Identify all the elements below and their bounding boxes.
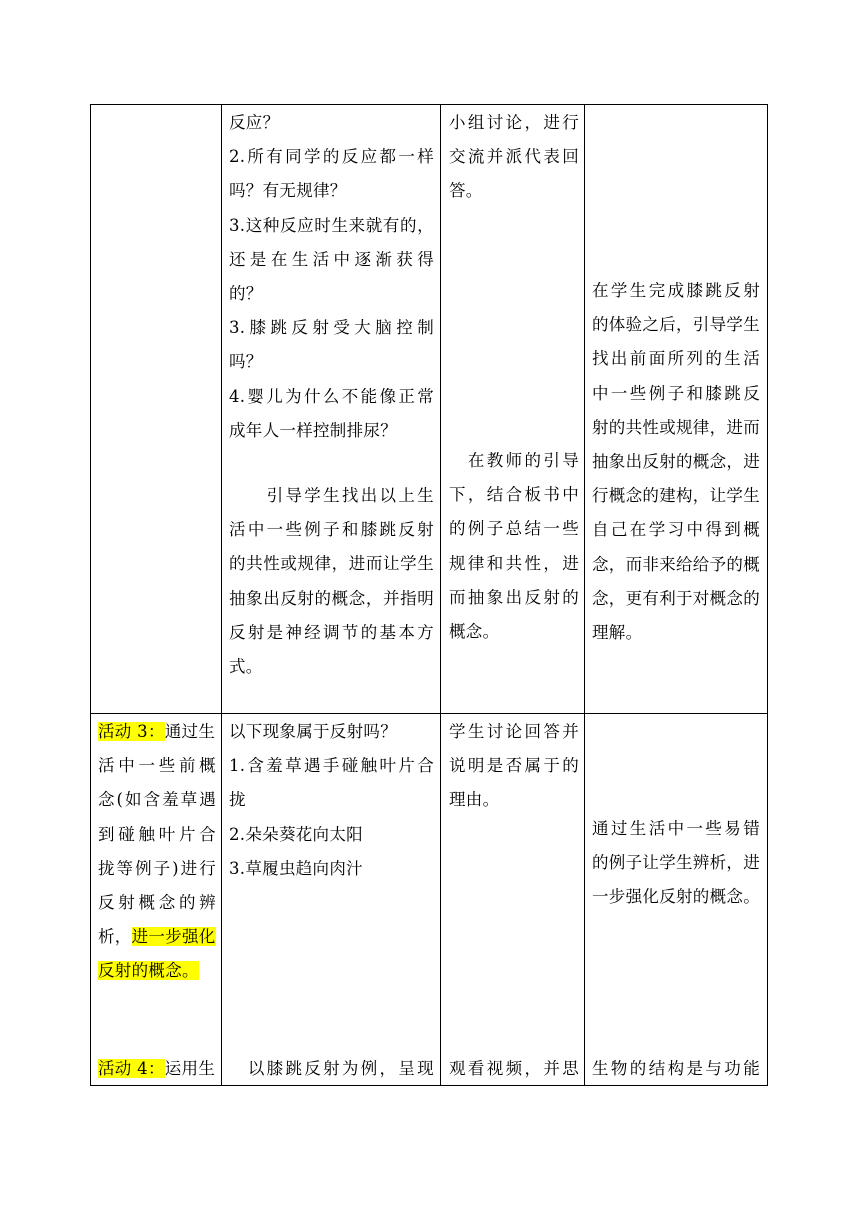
text-line: 引导学生找出以上生 bbox=[229, 486, 434, 505]
text-line: 3.膝跳反射受大脑控制 bbox=[229, 318, 434, 338]
row3-student-cell bbox=[449, 1052, 579, 1086]
column-divider-2 bbox=[440, 104, 441, 1086]
table-border-top bbox=[90, 104, 768, 105]
text-line: 的共性或规律，进而让学生 bbox=[229, 554, 434, 574]
text-line: 2.所有同学的反应都一样 bbox=[229, 147, 434, 167]
text-line: 吗？ bbox=[229, 352, 263, 372]
text-line: 反射是神经调节的基本方 bbox=[229, 622, 434, 642]
row1-intent-cell bbox=[592, 274, 760, 650]
lesson-plan-table bbox=[90, 104, 768, 1086]
row1-student-summary bbox=[449, 444, 579, 649]
text-line: 生物的结构是与功能 bbox=[592, 1059, 760, 1078]
text-line: 概念。 bbox=[449, 621, 500, 641]
text-fragment: 运用生 bbox=[164, 1059, 216, 1078]
text-line: 在教师的引导 bbox=[449, 451, 579, 470]
activity-4-cell bbox=[98, 1052, 216, 1086]
text-line: 拢等例子)进行 bbox=[98, 858, 216, 878]
text-line: 抽象出反射的概念，并指明 bbox=[229, 588, 434, 608]
text-line: 学生讨论回答并 bbox=[449, 722, 579, 741]
row2-intent-cell bbox=[592, 812, 760, 915]
text-line bbox=[98, 920, 216, 954]
activity-3-label: 活动 3： bbox=[98, 722, 165, 741]
column-divider-3 bbox=[584, 104, 585, 1086]
row3-intent-cell bbox=[592, 1052, 760, 1086]
text-line: 以下现象属于反射吗？ bbox=[229, 722, 397, 741]
highlighted-text: 进一步强化 bbox=[131, 927, 216, 947]
text-line: 小组讨论，进行 bbox=[449, 113, 579, 132]
text-line: 规律和共性，进 bbox=[449, 553, 579, 573]
row3-teacher-cell bbox=[229, 1052, 434, 1086]
text-line: 中一些例子和膝跳反 bbox=[592, 383, 760, 403]
text-line bbox=[98, 1052, 216, 1086]
text-line: 反射概念的辨 bbox=[98, 892, 216, 912]
text-line: 到碰触叶片合 bbox=[98, 824, 216, 844]
row1-teacher-guidance bbox=[229, 479, 434, 684]
text-line: 还是在生活中逐渐获得 bbox=[229, 249, 434, 269]
text-line: 活中一些例子和膝跳反射 bbox=[229, 520, 434, 540]
text-line: 3.草履虫趋向肉汁 bbox=[229, 858, 363, 878]
text-line: 行概念的建构，让学生 bbox=[592, 486, 760, 506]
text-line: 射的共性或规律，进而 bbox=[592, 417, 760, 437]
text-line: 的例子让学生辨析，进 bbox=[592, 853, 760, 873]
row1-teacher-cell bbox=[229, 106, 434, 448]
text-line: 抽象出反射的概念，进 bbox=[592, 451, 760, 471]
text-line: 3.这种反应时生来就有的， bbox=[229, 215, 434, 235]
text-line: 活中一些前概 bbox=[98, 756, 216, 776]
text-line: 成年人一样控制排尿？ bbox=[229, 420, 397, 440]
row2-student-cell bbox=[449, 715, 579, 818]
text-line: 而抽象出反射的 bbox=[449, 587, 579, 607]
text-line: 交流并派代表回 bbox=[449, 147, 579, 167]
text-line: 理解。 bbox=[592, 622, 643, 642]
text-line: 1.含羞草遇手碰触叶片合 bbox=[229, 756, 434, 776]
text-line: 的例子总结一些 bbox=[449, 519, 579, 539]
text-line: 的体验之后，引导学生 bbox=[592, 315, 760, 335]
text-line: 念，更有利于对概念的 bbox=[592, 588, 760, 608]
row1-student-cell bbox=[449, 106, 579, 209]
text-line bbox=[98, 954, 216, 988]
table-border-right bbox=[767, 104, 768, 1086]
text-line: 2.朵朵葵花向太阳 bbox=[229, 824, 363, 844]
activity-3-cell bbox=[98, 715, 216, 989]
text-line: 找出前面所列的生活 bbox=[592, 349, 760, 369]
text-line: 说明是否属于的 bbox=[449, 756, 579, 776]
text-line: 下，结合板书中 bbox=[449, 485, 579, 505]
text-line: 通过生活中一些易错 bbox=[592, 819, 760, 838]
row2-teacher-cell bbox=[229, 715, 434, 886]
text-line: 念(如含羞草遇 bbox=[98, 790, 216, 810]
text-line: 式。 bbox=[229, 656, 263, 676]
text-line: 一步强化反射的概念。 bbox=[592, 887, 760, 907]
text-line: 自己在学习中得到概 bbox=[592, 520, 760, 540]
text-line: 在学生完成膝跳反射 bbox=[592, 281, 760, 300]
table-border-left bbox=[90, 104, 91, 1086]
text-line: 4.婴儿为什么不能像正常 bbox=[229, 386, 434, 406]
text-line: 理由。 bbox=[449, 790, 500, 810]
highlighted-text: 反射的概念。 bbox=[98, 961, 199, 981]
text-line: 念，而非来给给予的概 bbox=[592, 554, 760, 574]
text-line: 的？ bbox=[229, 283, 263, 303]
text-line: 反应？ bbox=[229, 113, 280, 132]
text-line: 拢 bbox=[229, 790, 246, 810]
text-line: 观看视频，并思 bbox=[449, 1059, 579, 1078]
text-line bbox=[98, 715, 216, 749]
column-divider-1 bbox=[221, 104, 222, 1086]
row-divider-1 bbox=[90, 713, 768, 714]
text-line: 以膝跳反射为例，呈现 bbox=[229, 1059, 434, 1078]
activity-4-label: 活动 4： bbox=[98, 1059, 165, 1078]
text-line: 吗？有无规律？ bbox=[229, 181, 347, 201]
text-line: 答。 bbox=[449, 181, 483, 201]
text-fragment: 通过生 bbox=[164, 722, 216, 741]
text-fragment: 析， bbox=[98, 927, 132, 947]
